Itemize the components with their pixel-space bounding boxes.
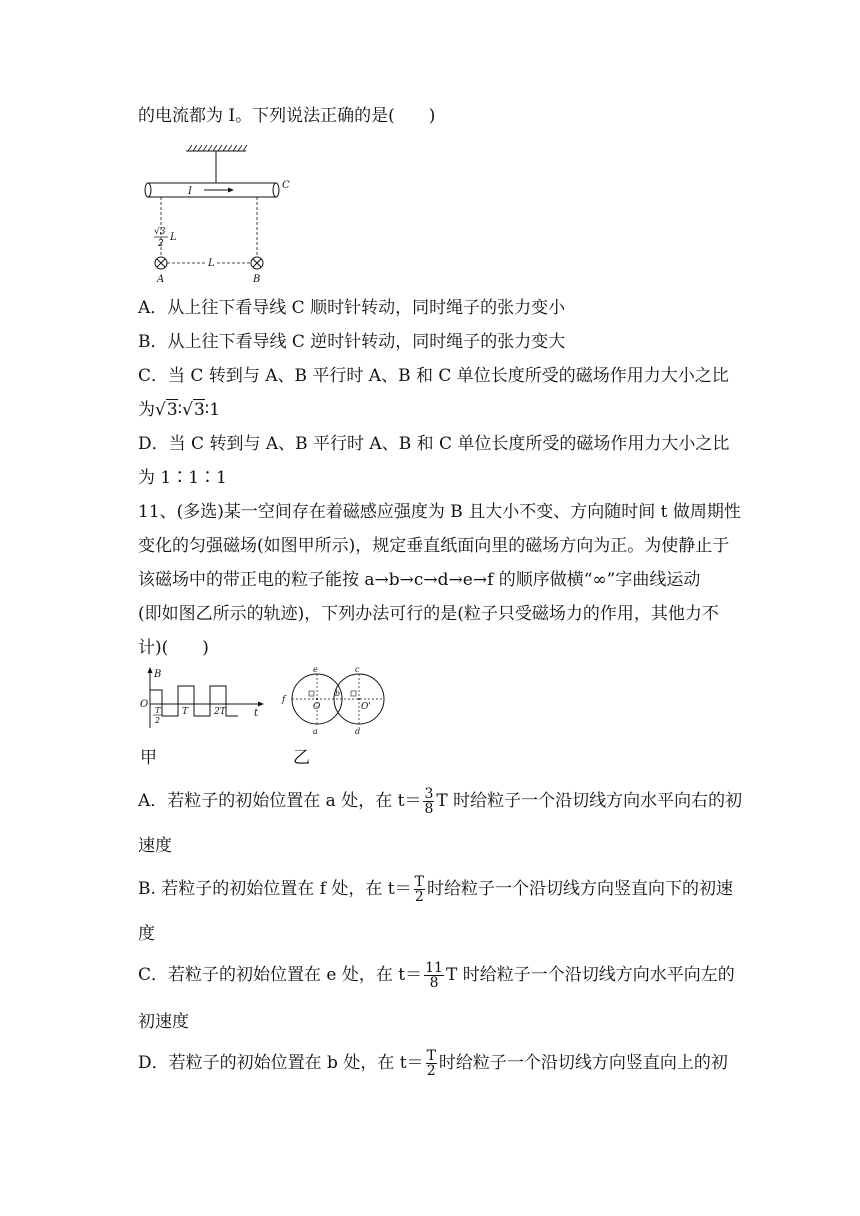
label-L-vertical: L — [170, 232, 177, 243]
label-2: 2 — [158, 239, 164, 249]
q11-b-pre: B. 若粒子的初始位置在 f 处，在 t＝ — [138, 879, 412, 899]
caption-yi: 乙 — [293, 748, 310, 768]
q11-d-pre: D．若粒子的初始位置在 b 处，在 t＝ — [138, 1053, 424, 1073]
tick-T: T — [182, 707, 189, 717]
q11-stem-line3: 该磁场中的带正电的粒子能按 a→b→c→d→e→f 的顺序做横“∞”字曲线运动 — [138, 570, 701, 590]
q10-wire-figure — [140, 140, 300, 290]
point-b: b — [335, 689, 341, 698]
caption-jia: 甲 — [140, 748, 157, 768]
point-a: a — [313, 727, 318, 736]
fraction-T-2-d: $\frac{T}{2}$ — [426, 1048, 436, 1079]
tick-2T: 2T — [214, 707, 226, 717]
tick-T-half-num: T — [155, 706, 161, 715]
q11-option-c-line1 — [138, 960, 735, 990]
label-current-I: I — [188, 186, 192, 197]
q11-option-a-line1 — [138, 786, 742, 816]
q11-stem-line2: 变化的匀强磁场(如图甲所示)，规定垂直纸面向里的磁场方向为正。为使静止于 — [138, 536, 730, 556]
q11-option-b-line2: 度 — [138, 924, 155, 944]
label-A: A — [157, 274, 165, 285]
center-O: O — [313, 702, 321, 712]
q11-a-pre: A．若粒子的初始位置在 a 处，在 t＝ — [138, 791, 422, 811]
q11-option-a-line2: 速度 — [138, 836, 172, 856]
point-f: f — [282, 695, 286, 705]
q11-stem-line1: 11、(多选)某一空间存在着磁感应强度为 B 且大小不变、方向随时间 t 做周期性 — [138, 502, 741, 522]
q10-option-c-line1: C．当 C 转到与 A、B 平行时 A、B 和 C 单位长度所受的磁场作用力大小之比 — [138, 366, 729, 386]
point-c: c — [355, 665, 360, 674]
ratio-tail: ∶1 — [204, 400, 221, 420]
q11-d-post: 时给粒子一个沿切线方向竖直向上的初 — [438, 1053, 728, 1073]
q10-option-d-line1: D．当 C 转到与 A、B 平行时 A、B 和 C 单位长度所受的磁场作用力大小之比 — [138, 434, 730, 454]
q11-stem-line5: 计)( ) — [138, 638, 209, 658]
axis-label-O: O — [140, 699, 149, 710]
axis-label-B: B — [154, 669, 162, 680]
q11-stem-line4: (即如图乙所示的轨迹)，下列办法可行的是(粒子只受磁场力的作用，其他力不 — [138, 604, 719, 624]
point-d: d — [355, 727, 361, 736]
fraction-T-2: $\frac{T}{2}$ — [414, 874, 424, 905]
q11-option-d-line1 — [138, 1048, 728, 1078]
wire-A-into-page — [155, 257, 167, 269]
center-O-prime: O' — [361, 702, 371, 712]
q11-b-post: 时给粒子一个沿切线方向竖直向下的初速 — [426, 879, 733, 899]
q10-stem-tail: 的电流都为 I。下列说法正确的是( ) — [138, 106, 436, 126]
q11-option-b-line1 — [138, 874, 733, 904]
q11-option-c-line2: 初速度 — [138, 1012, 189, 1032]
q11-a-post: T 时给粒子一个沿切线方向水平向右的初 — [436, 791, 743, 811]
point-e: e — [313, 665, 318, 674]
sqrt-3-second: √3 — [182, 400, 205, 420]
sqrt-3-first: √3 — [155, 400, 178, 420]
wire-B-into-page — [251, 257, 263, 269]
q10-option-a: A．从上往下看导线 C 顺时针转动，同时绳子的张力变小 — [138, 298, 566, 318]
tick-T-half-den: 2 — [155, 716, 161, 725]
fig-jia-b-t-graph — [138, 666, 268, 736]
ratio-separator: ∶ — [177, 400, 183, 420]
q10-option-c-line2 — [138, 398, 220, 422]
fig-yi-trajectory — [280, 664, 392, 738]
fraction-11-8: $\frac{11}{8}$ — [425, 960, 443, 991]
q11-c-post: T 时给粒子一个沿切线方向水平向左的 — [445, 965, 735, 985]
fraction-3-8: $\frac{3}{8}$ — [424, 786, 434, 817]
q10-c-prefix: 为 — [138, 400, 155, 420]
q11-c-pre: C．若粒子的初始位置在 e 处，在 t＝ — [138, 965, 423, 985]
label-wire-C: C — [282, 180, 290, 191]
label-L-horizontal: L — [208, 258, 215, 269]
label-B: B — [253, 274, 261, 285]
axis-label-t: t — [254, 708, 259, 719]
label-sqrt3: √3 — [154, 227, 166, 237]
q10-option-d-line2: 为 1∶1∶1 — [138, 468, 227, 488]
q10-option-b: B．从上往下看导线 C 逆时针转动，同时绳子的张力变大 — [138, 332, 566, 352]
